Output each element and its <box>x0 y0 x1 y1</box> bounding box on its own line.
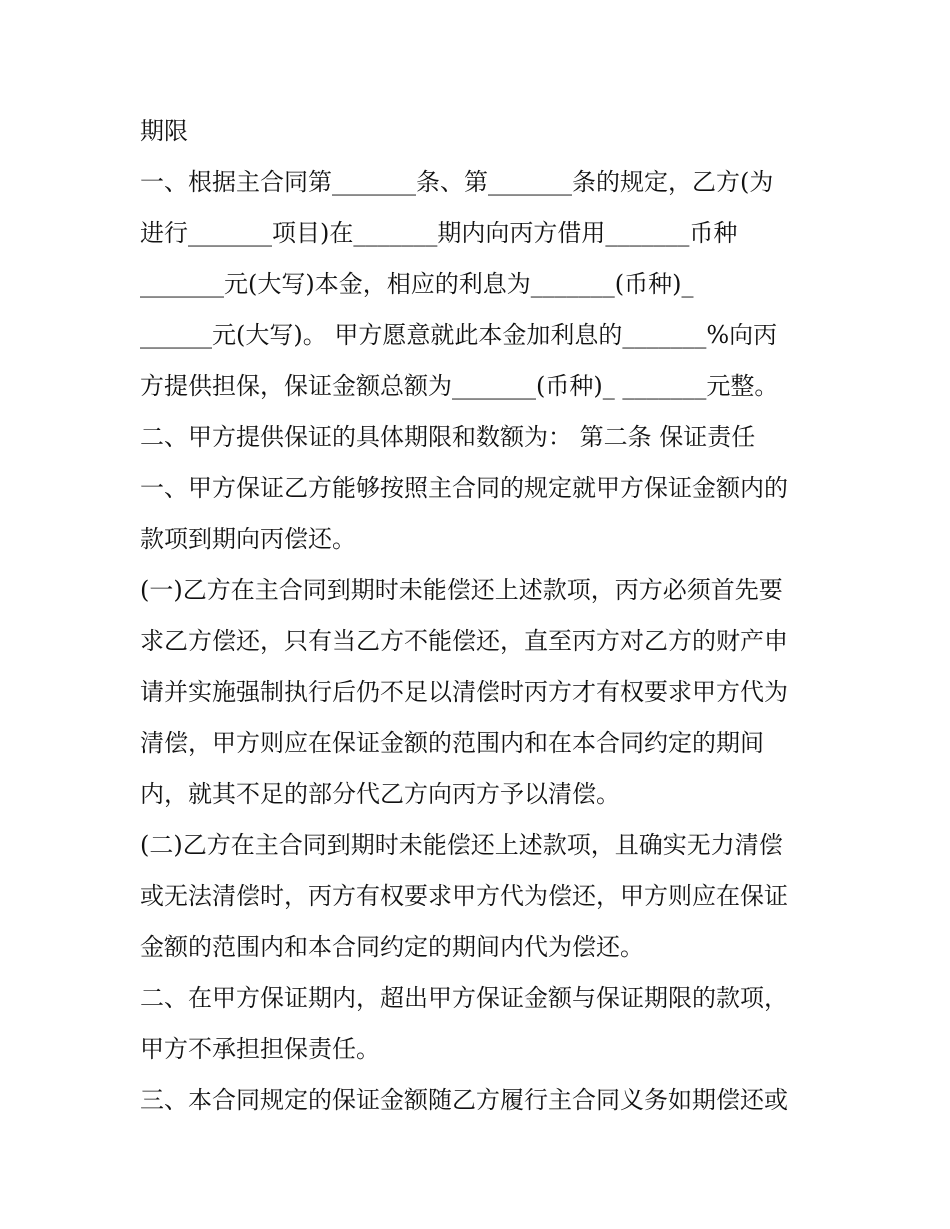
text-line: 方提供担保，保证金额总额为_______(币种)_ _______元整。 <box>140 372 779 400</box>
text-line: (二)乙方在主合同到期时未能偿还上述款项，且确实无力清偿 <box>140 831 783 859</box>
contract-text <box>140 106 830 1126</box>
text-line: 内，就其不足的部分代乙方向丙方予以清偿。 <box>140 780 620 808</box>
text-line: 款项到期向丙偿还。 <box>140 525 356 553</box>
text-line: 二、在甲方保证期内，超出甲方保证金额与保证期限的款项， <box>140 984 788 1012</box>
text-line: 求乙方偿还，只有当乙方不能偿还，直至丙方对乙方的财产申 <box>140 627 788 655</box>
text-line: 一、甲方保证乙方能够按照主合同的规定就甲方保证金额内的 <box>140 474 788 502</box>
text-line: 一、根据主合同第_______条、第_______条的规定，乙方(为 <box>140 168 774 196</box>
text-line: ______元(大写)。 甲方愿意就此本金加利息的_______%向丙 <box>140 321 778 349</box>
text-line: 金额的范围内和本合同约定的期间内代为偿还。 <box>140 933 644 961</box>
text-line: (一)乙方在主合同到期时未能偿还上述款项，丙方必须首先要 <box>140 576 783 604</box>
text-line: 三、本合同规定的保证金额随乙方履行主合同义务如期偿还或 <box>140 1086 788 1114</box>
text-line: 二、甲方提供保证的具体期限和数额为： 第二条 保证责任 <box>140 423 756 451</box>
text-line: 或无法清偿时，丙方有权要求甲方代为偿还，甲方则应在保证 <box>140 882 788 910</box>
text-line: 甲方不承担担保责任。 <box>140 1035 380 1063</box>
text-line: 请并实施强制执行后仍不足以清偿时丙方才有权要求甲方代为 <box>140 678 788 706</box>
text-line: 期限 <box>140 117 188 145</box>
text-line: 清偿，甲方则应在保证金额的范围内和在本合同约定的期间 <box>140 729 764 757</box>
text-line: _______元(大写)本金，相应的利息为_______(币种)_ <box>140 270 694 298</box>
text-line: 进行_______项目)在_______期内向丙方借用_______币种 <box>140 219 738 247</box>
